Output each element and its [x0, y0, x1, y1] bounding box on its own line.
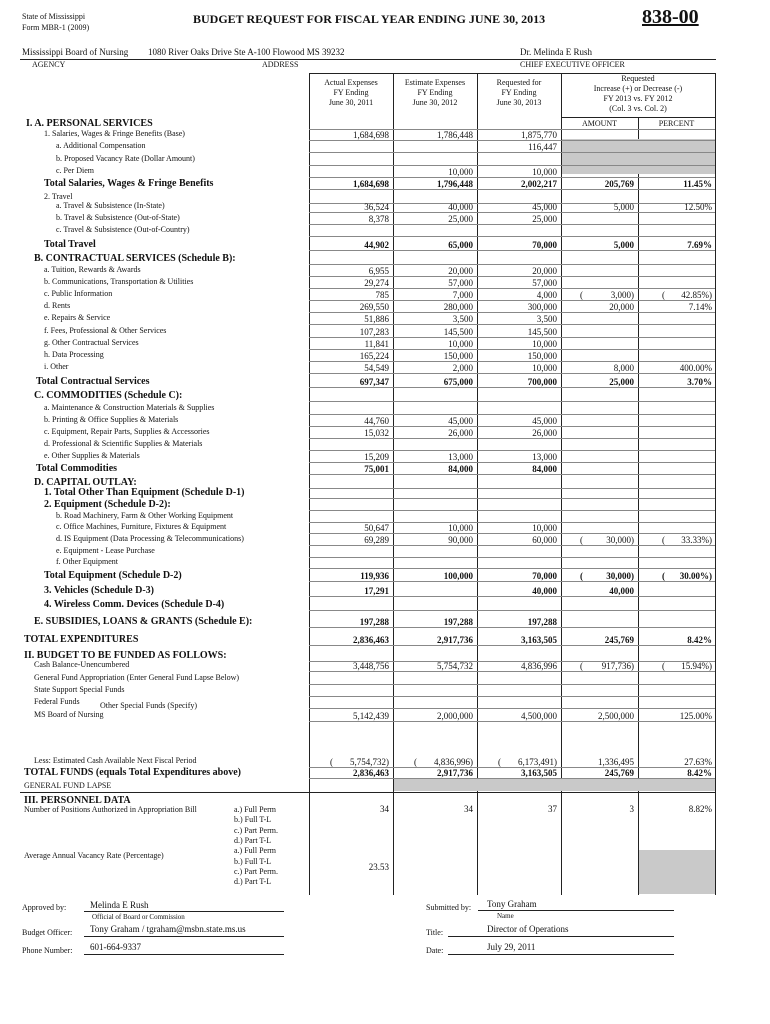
row-label: II. BUDGET TO BE FUNDED AS FOLLOWS: — [24, 650, 227, 661]
approved-label: Approved by: — [22, 903, 67, 912]
row-label: d. IS Equipment (Data Processing & Telecommunications) — [56, 534, 244, 543]
row-label: General Fund Appropriation (Enter General Fund Lapse Below) — [34, 673, 240, 682]
row-rule — [309, 300, 715, 301]
row-label: TOTAL EXPENDITURES — [24, 634, 139, 645]
row-label: Total Contractual Services — [36, 376, 150, 387]
personnel-sub-label: a.) Full Perm — [234, 846, 276, 856]
col-header-requested: Requested for FY Ending June 30, 2013 — [496, 78, 542, 107]
row-label: f. Fees, Professional & Other Services — [44, 326, 167, 335]
row-rule — [309, 250, 715, 251]
row-rule — [309, 438, 715, 439]
personnel-sub-label: d.) Part T-L — [234, 835, 272, 845]
row-label: a. Travel & Subsistence (In-State) — [56, 201, 165, 210]
row-label: e. Equipment - Lease Purchase — [56, 546, 155, 555]
date-label: Date: — [426, 946, 444, 955]
shaded-cell — [639, 850, 715, 894]
amount-percent-rule — [561, 117, 715, 118]
row-rule — [309, 177, 715, 178]
row-rule — [309, 212, 715, 213]
open-paren: ( — [580, 290, 583, 300]
open-paren: ( — [662, 661, 665, 671]
row-rule — [309, 189, 715, 190]
row-rule — [309, 627, 715, 628]
row-label: f. Other Equipment — [56, 557, 118, 566]
row-rule — [309, 498, 715, 499]
row-rule — [309, 474, 715, 475]
shaded-cell — [562, 139, 715, 174]
row-label: e. Repairs & Service — [44, 313, 111, 322]
col-header-change: Requested Increase (+) or Decrease (-) FY 2013 vs. FY 2012 (Col. 3 vs. Col. 2) — [593, 74, 683, 113]
other-special-funds-label: Other Special Funds (Specify) — [100, 701, 198, 710]
row-label: B. CONTRACTUAL SERVICES (Schedule B): — [34, 253, 236, 264]
row-label: b. Proposed Vacancy Rate (Dollar Amount) — [56, 154, 195, 163]
title-line — [448, 936, 674, 937]
row-label: c. Travel & Subsistence (Out-of-Country) — [56, 225, 190, 234]
row-rule — [309, 152, 715, 153]
row-label: 2. Travel — [44, 192, 73, 201]
row-label: TOTAL FUNDS (equals Total Expenditures above) — [24, 767, 241, 778]
row-rule — [309, 610, 715, 611]
row-rule — [309, 337, 715, 338]
open-paren: ( — [662, 290, 665, 300]
row-rule — [309, 568, 715, 569]
row-label: c. Per Diem — [56, 166, 94, 175]
row-label: 3. Vehicles (Schedule D-3) — [44, 585, 154, 596]
col-divider — [393, 73, 394, 895]
agency-address: 1080 River Oaks Drive Ste A-100 Flowood MS 39232 — [148, 47, 345, 57]
open-paren: ( — [414, 757, 417, 767]
title-value[interactable]: Director of Operations — [487, 924, 569, 934]
row-rule — [309, 708, 715, 709]
row-rule — [309, 778, 715, 779]
phone-value[interactable]: 601-664-9337 — [90, 942, 141, 952]
row-rule — [309, 721, 715, 722]
approved-line — [84, 911, 284, 912]
row-label: Cash Balance-Unencumbered — [34, 660, 130, 669]
budget-officer-value[interactable]: Tony Graham / tgraham@msbn.state.ms.us — [90, 924, 246, 934]
col-header-actual: Actual Expenses FY Ending June 30, 2011 — [324, 78, 378, 107]
col-divider — [309, 73, 310, 895]
vacancy-label: Average Annual Vacancy Rate (Percentage) — [24, 851, 164, 860]
row-label: 1. Salaries, Wages & Fringe Benefits (Base) — [44, 129, 185, 138]
row-rule — [309, 462, 715, 463]
approved-caption: Official of Board or Commission — [92, 913, 185, 921]
form-id-label: Form MBR-1 (2009) — [22, 23, 90, 32]
row-rule — [309, 533, 715, 534]
row-rule — [309, 224, 715, 225]
open-paren: ( — [330, 757, 333, 767]
personnel-sub-label: b.) Full T-L — [234, 815, 272, 825]
row-rule — [309, 645, 715, 646]
address-caption: ADDRESS — [262, 60, 299, 69]
row-rule — [309, 288, 715, 289]
open-paren: ( — [580, 535, 583, 545]
row-label: C. COMMODITIES (Schedule C): — [34, 390, 183, 401]
row-rule — [309, 450, 715, 451]
date-value[interactable]: July 29, 2011 — [487, 942, 536, 952]
row-rule — [309, 671, 715, 672]
row-rule — [309, 312, 715, 313]
row-label: c. Office Machines, Furniture, Fixtures & Equipment — [56, 522, 227, 531]
row-label: i. Other — [44, 362, 69, 371]
row-label: E. SUBSIDIES, LOANS & GRANTS (Schedule E): — [34, 616, 253, 627]
row-label: c. Equipment, Repair Parts, Supplies & Accessories — [44, 427, 210, 436]
row-rule — [309, 545, 715, 546]
phone-line — [84, 954, 284, 955]
row-label: Total Salaries, Wages & Fringe Benefits — [44, 178, 214, 189]
col-divider — [715, 73, 716, 895]
page-title: BUDGET REQUEST FOR FISCAL YEAR ENDING JUNE 30, 2013 — [193, 12, 546, 26]
col-header-amount: AMOUNT — [581, 119, 618, 128]
row-rule — [309, 236, 715, 237]
date-line — [448, 954, 674, 955]
row-label: I. A. PERSONAL SERVICES — [26, 118, 153, 129]
row-rule — [309, 488, 715, 489]
col-divider — [477, 73, 478, 895]
row-label: 4. Wireless Comm. Devices (Schedule D-4) — [44, 599, 225, 610]
personnel-title: III. PERSONNEL DATA — [24, 795, 131, 806]
row-rule — [309, 361, 715, 362]
row-rule — [309, 140, 715, 141]
row-label: b. Communications, Transportation & Utilities — [44, 277, 194, 286]
row-rule — [309, 596, 715, 597]
submitted-line — [478, 910, 674, 911]
row-rule — [309, 373, 715, 374]
row-rule — [309, 349, 715, 350]
personnel-sub-label: c.) Part Perm. — [234, 866, 278, 876]
row-label: Total Travel — [44, 239, 96, 250]
personnel-sub-label: b.) Full T-L — [234, 856, 272, 866]
row-rule — [309, 165, 715, 166]
row-rule — [309, 414, 715, 415]
submitted-label: Submitted by: — [426, 903, 472, 912]
budget-officer-label: Budget Officer: — [22, 928, 73, 937]
open-paren: ( — [498, 757, 501, 767]
personnel-sub-label: c.) Part Perm. — [234, 825, 278, 835]
row-rule — [309, 426, 715, 427]
row-rule — [309, 387, 715, 388]
row-rule — [309, 510, 715, 511]
row-label: Total Commodities — [36, 463, 118, 474]
row-label: b. Printing & Office Supplies & Materials — [44, 415, 179, 424]
open-paren: ( — [662, 571, 665, 581]
row-label: 1. Total Other Than Equipment (Schedule D-1) — [44, 487, 245, 498]
ceo-name: Dr. Melinda E Rush — [520, 47, 592, 57]
open-paren: ( — [580, 571, 583, 581]
row-rule — [309, 557, 715, 558]
row-label: D. CAPITAL OUTLAY: — [34, 477, 137, 488]
row-label: MS Board of Nursing — [34, 710, 104, 719]
row-label: GENERAL FUND LAPSE — [24, 781, 112, 790]
row-rule — [309, 696, 715, 697]
state-label: State of Mississippi — [22, 12, 86, 21]
positions-label: Number of Positions Authorized in Appropriation Bill — [24, 805, 197, 814]
row-label: e. Other Supplies & Materials — [44, 451, 140, 460]
row-label: b. Travel & Subsistence (Out-of-State) — [56, 213, 180, 222]
agency-caption: AGENCY — [32, 60, 66, 69]
row-label: a. Additional Compensation — [56, 141, 146, 150]
row-label: a. Maintenance & Construction Materials & Supplies — [44, 403, 215, 412]
row-rule — [309, 684, 715, 685]
row-rule — [309, 276, 715, 277]
personnel-sub-label: d.) Part T-L — [234, 877, 272, 887]
row-rule — [309, 401, 715, 402]
open-paren: ( — [580, 661, 583, 671]
row-label: h. Data Processing — [44, 350, 104, 359]
row-rule — [309, 324, 715, 325]
submitted-name: Tony Graham — [487, 899, 537, 909]
col-header-percent: PERCENT — [658, 119, 695, 128]
row-label: Total Equipment (Schedule D-2) — [44, 570, 182, 581]
row-rule — [309, 581, 715, 582]
personnel-sub-label: a.) Full Perm — [234, 805, 276, 814]
form-number: 838-00 — [642, 6, 699, 28]
submitted-caption: Name — [497, 912, 514, 920]
title-label: Title: — [426, 928, 444, 937]
row-label: State Support Special Funds — [34, 685, 125, 694]
col-header-estimate: Estimate Expenses FY Ending June 30, 2012 — [404, 78, 466, 107]
row-label: d. Professional & Scientific Supplies & Materials — [44, 439, 203, 448]
phone-label: Phone Number: — [22, 946, 73, 955]
ceo-caption: CHIEF EXECUTIVE OFFICER — [520, 60, 625, 69]
approved-name: Melinda E Rush — [90, 900, 149, 910]
agency-name: Mississippi Board of Nursing — [22, 47, 129, 57]
row-label: c. Public Information — [44, 289, 113, 298]
row-label: Federal Funds — [34, 697, 80, 706]
row-label: Less: Estimated Cash Available Next Fiscal Period — [34, 756, 197, 765]
row-label: b. Road Machinery, Farm & Other Working Equipment — [56, 511, 234, 520]
open-paren: ( — [662, 535, 665, 545]
row-label: d. Rents — [44, 301, 71, 310]
col-divider — [561, 73, 562, 895]
row-label: g. Other Contractual Services — [44, 338, 139, 347]
shaded-cell — [394, 779, 715, 791]
row-label: a. Tuition, Rewards & Awards — [44, 265, 141, 274]
personnel-rule — [20, 792, 716, 793]
row-label: 2. Equipment (Schedule D-2): — [44, 499, 171, 510]
budget-officer-line — [84, 936, 284, 937]
row-rule — [309, 264, 715, 265]
